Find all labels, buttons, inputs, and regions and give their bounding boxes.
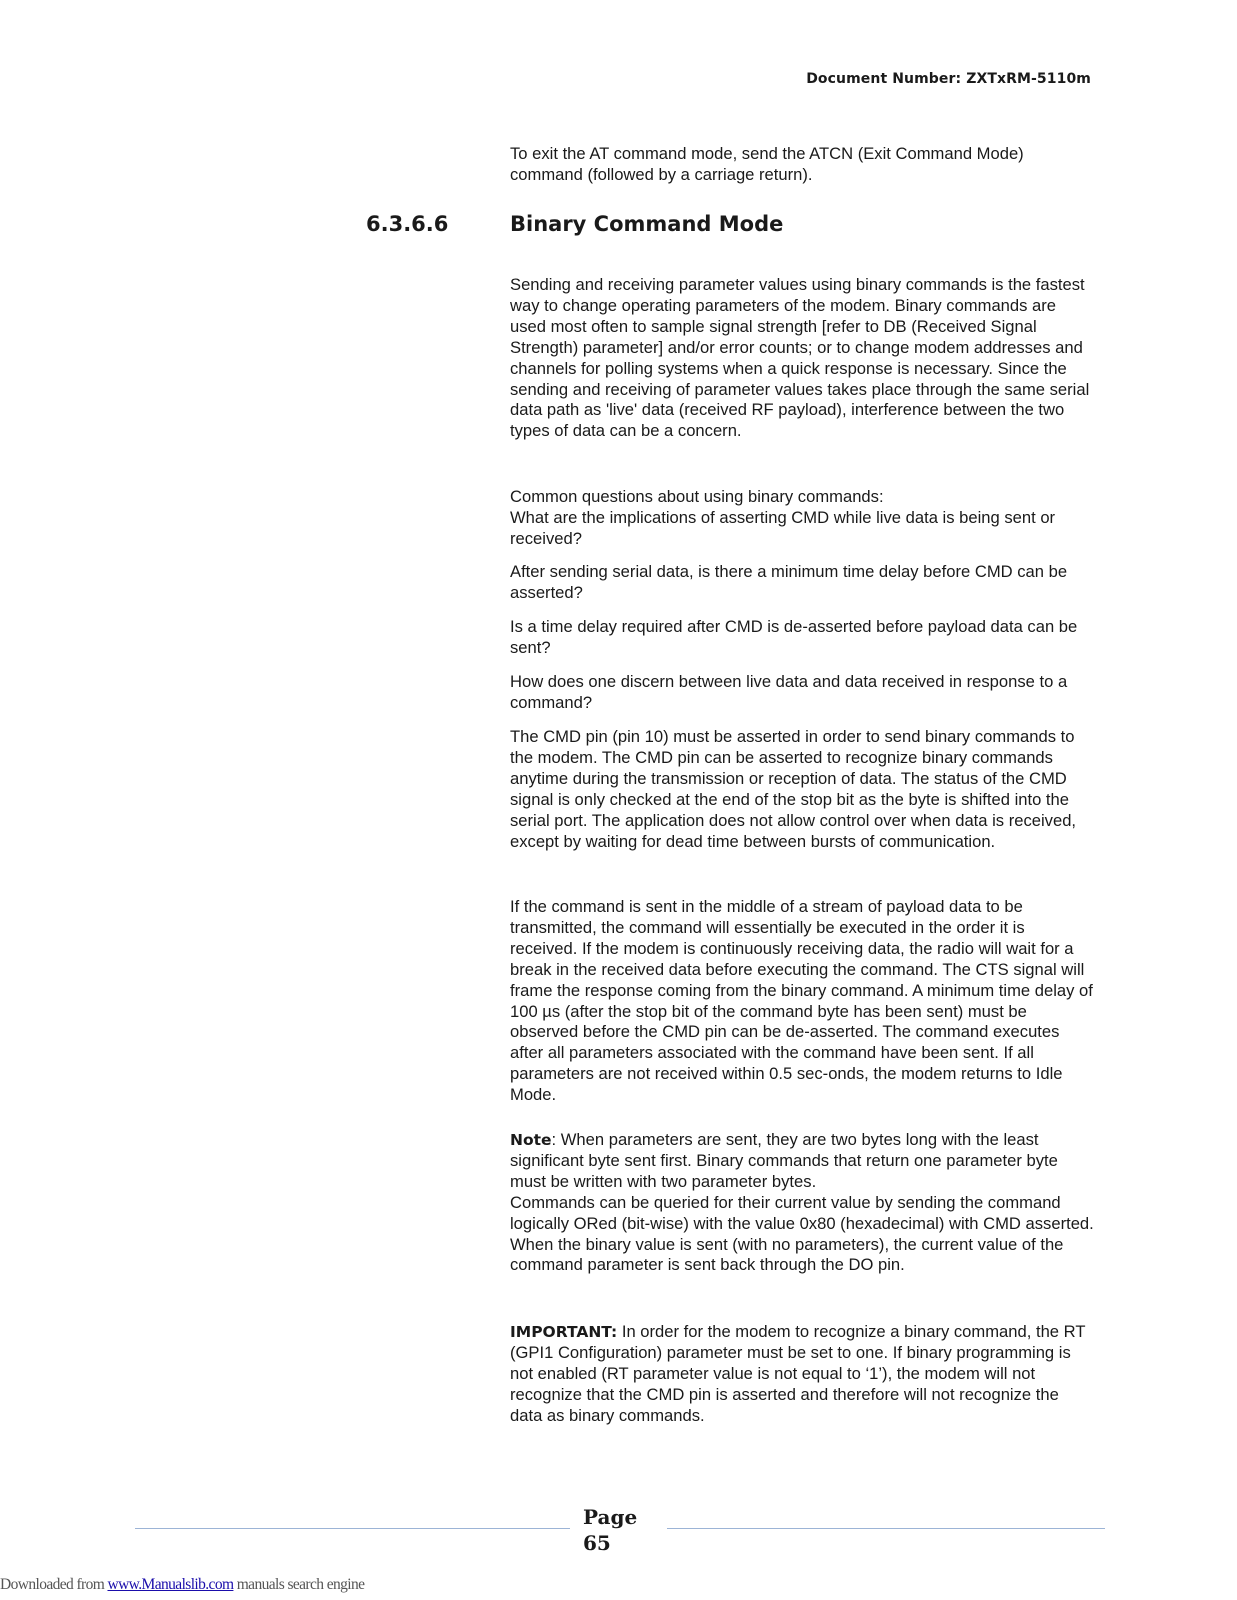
download-suffix: manuals search engine	[233, 1576, 365, 1593]
paragraph-cmd-pin	[510, 727, 1095, 852]
manualslib-link[interactable]: www.Manualslib.com	[107, 1576, 234, 1593]
question-item-block	[510, 617, 1095, 659]
question-item-block	[510, 562, 1095, 604]
note-text: : When parameters are sent, they are two bytes long with the least significant byte sent first. Binary commands that return one parameter byte must be written with two parameter bytes.	[510, 1130, 1058, 1191]
note-block	[510, 1130, 1095, 1276]
common-questions-block	[510, 487, 1095, 550]
question-item: After sending serial data, is there a minimum time delay before CMD can be asserted?	[510, 562, 1068, 602]
section-title: Binary Command Mode	[510, 212, 784, 236]
paragraph-text: If the command is sent in the middle of a stream of payload data to be transmitted, the command will essentially be executed in the order it is received. If the modem is continuously receiving data, the radio will wait for a break in the received data before executing the command. The CTS signal will frame the response coming from the binary command. A minimum time delay of 100 µs (after the stop bit of the command byte has been sent) must be observed before the CMD pin can be de-asserted. The command executes after all parameters associated with the command have been sent. If all parameters are not received within 0.5 sec-onds, the modem returns to Idle Mode.	[510, 897, 1093, 1105]
page-word: Page	[583, 1505, 638, 1529]
download-prefix: Downloaded from	[0, 1576, 108, 1593]
important-label: IMPORTANT:	[510, 1323, 618, 1341]
footer-rule-left	[135, 1528, 570, 1529]
question-item: Is a time delay required after CMD is de-asserted before payload data can be sent?	[510, 617, 1078, 657]
paragraph-text: Sending and receiving parameter values using binary commands is the fastest way to change operating parameters of the modem. Binary commands are used most often to sample signal strength [refer to DB (Received Signal Strength) parameter] and/or error counts; or to change modem addresses and channels for polling systems when a quick response is necessary. Since the sending and receiving of parameter values takes place through the same serial data path as 'live' data (received RF payload), interference between the two types of data can be a concern.	[510, 275, 1090, 441]
question-item-block	[510, 672, 1095, 714]
important-text: In order for the modem to recognize a binary command, the RT (GPI1 Configuration) parameter must be set to one. If binary programming is not enabled (RT parameter value is not equal to ‘1’), the modem will not recognize that the CMD pin is asserted and therefore will not recognize the data as binary commands.	[510, 1322, 1086, 1425]
paragraph-text: Commands can be queried for their current value by sending the command logically ORed (bit-wise) with the value 0x80 (hexadecimal) with CMD asserted. When the binary value is sent (with no parameters), the current value of the command parameter is sent back through the DO pin.	[510, 1192, 1094, 1275]
document-number: Document Number: ZXTxRM-5110m	[806, 71, 1091, 87]
note-paragraph	[510, 1130, 1095, 1193]
footer-rule-right	[667, 1528, 1105, 1529]
important-paragraph	[510, 1322, 1095, 1427]
intro-text: To exit the AT command mode, send the ATCN (Exit Command Mode) command (followed by a carriage return).	[510, 144, 1024, 184]
paragraph-text: The CMD pin (pin 10) must be asserted in order to send binary commands to the modem. The CMD pin can be asserted to recognize binary commands anytime during the transmission or reception of data. The status of the CMD signal is only checked at the end of the stop bit as the byte is shifted into the serial port. The application does not allow control over when data is received, except by waiting for dead time between bursts of communication.	[510, 727, 1077, 851]
note-label: Note	[510, 1131, 552, 1149]
question-item: What are the implications of asserting CMD while live data is being sent or received?	[510, 507, 1056, 548]
paragraph-binary-overview	[510, 275, 1095, 442]
paragraph-command-stream	[510, 897, 1095, 1106]
page-number-label	[583, 1504, 637, 1556]
page-number: 65	[583, 1531, 611, 1555]
intro-paragraph	[510, 144, 1095, 186]
section-number: 6.3.6.6	[366, 212, 449, 236]
questions-intro: Common questions about using binary commands:	[510, 487, 884, 506]
download-attribution	[0, 1576, 364, 1594]
important-block	[510, 1322, 1095, 1427]
question-item: How does one discern between live data and data received in response to a command?	[510, 672, 1068, 712]
